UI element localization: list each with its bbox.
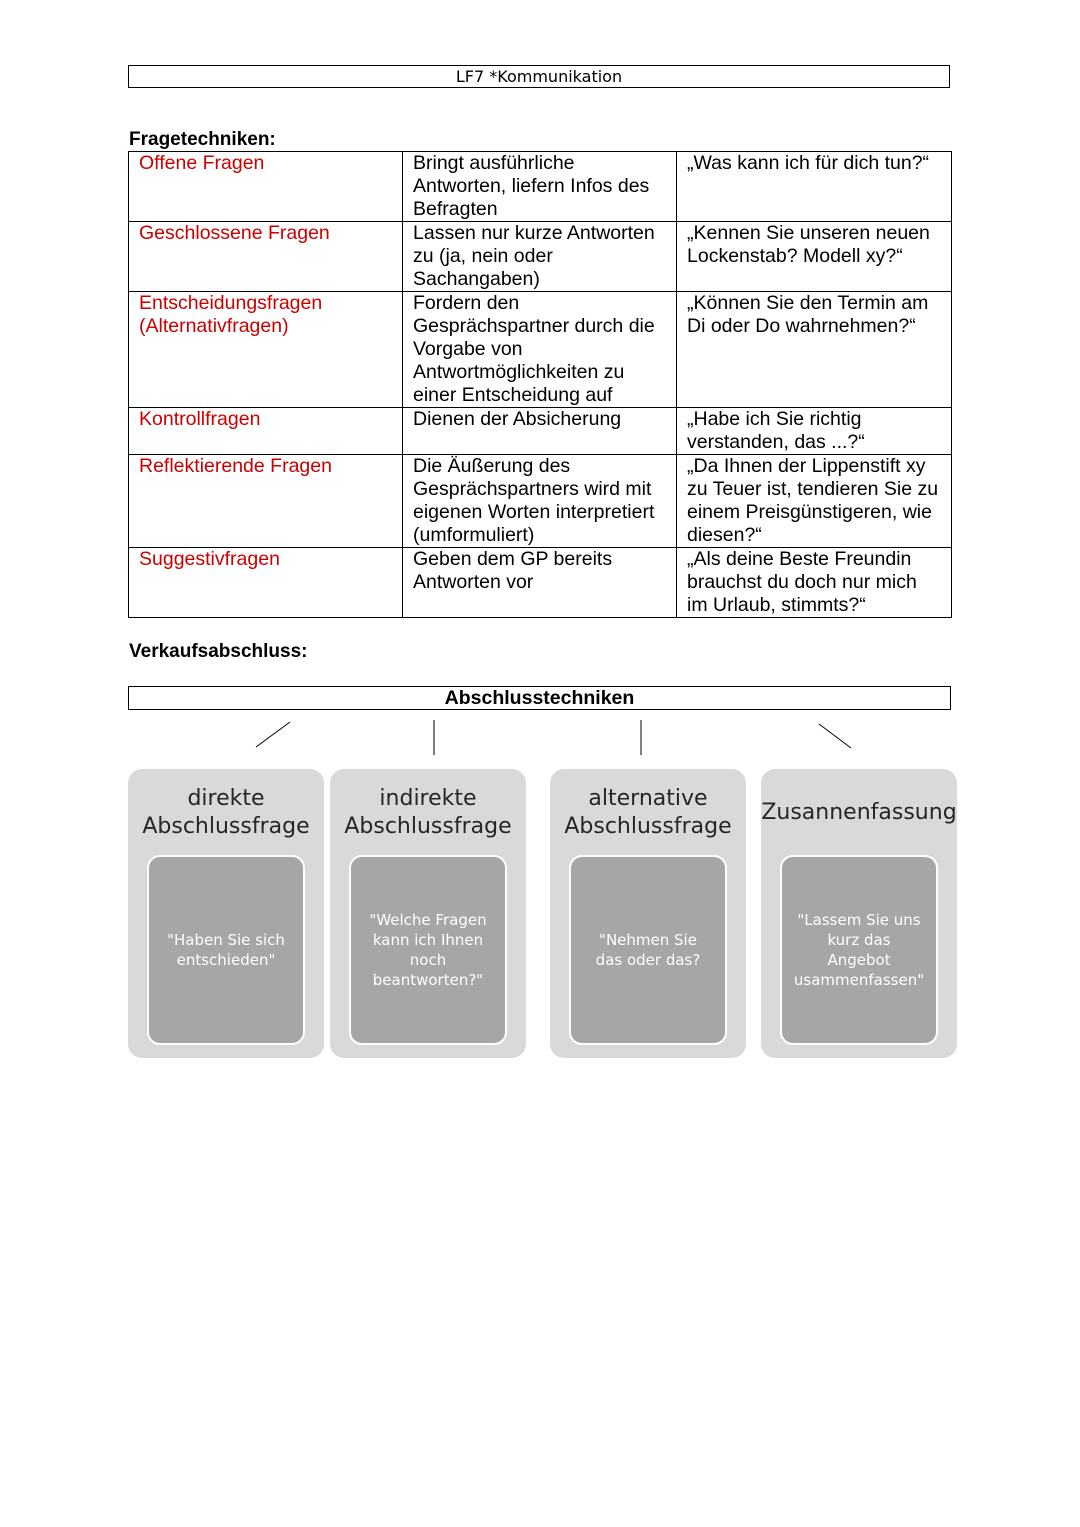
question-example: „Als deine Beste Freundin brauchst du doch nur mich im Urlaub, stimmts?“ <box>677 548 952 618</box>
question-type: Offene Fragen <box>129 152 403 222</box>
closing-technique-card <box>761 769 957 1058</box>
question-type: Kontrollfragen <box>129 408 403 455</box>
question-description: Fordern den Gesprächspartner durch die Vorgabe von Antwortmöglichkeiten zu einer Entscheidung auf <box>403 292 677 408</box>
card-title: Zusannenfassung <box>761 800 957 825</box>
closing-technique-card <box>330 769 526 1058</box>
question-description: Bringt ausführliche Antworten, liefern Infos des Befragten <box>403 152 677 222</box>
card-title: alternative Abschlussfrage <box>564 786 732 839</box>
card-title: indirekte Abschlussfrage <box>344 786 512 839</box>
table-row <box>129 408 952 455</box>
table-row <box>129 152 952 222</box>
question-example: „Was kann ich für dich tun?“ <box>677 152 952 222</box>
question-description: Dienen der Absicherung <box>403 408 677 455</box>
question-type: Entscheidungsfragen (Alternativfragen) <box>129 292 403 408</box>
fragetechniken-heading: Fragetechniken: <box>129 129 276 150</box>
card-example: "Nehmen Sie das oder das? <box>569 855 727 1045</box>
question-example: „Habe ich Sie richtig verstanden, das ...?“ <box>677 408 952 455</box>
verkaufsabschluss-heading: Verkaufsabschluss: <box>129 641 308 662</box>
connector-line <box>256 722 290 747</box>
question-description: Geben dem GP bereits Antworten vor <box>403 548 677 618</box>
table-row <box>129 222 952 292</box>
question-example: „Können Sie den Termin am Di oder Do wahrnehmen?“ <box>677 292 952 408</box>
question-type: Reflektierende Fragen <box>129 455 403 548</box>
fragetechniken-table <box>128 151 952 618</box>
abschlusstechniken-box: Abschlusstechniken <box>128 686 951 710</box>
table-row <box>129 548 952 618</box>
closing-technique-card <box>128 769 324 1058</box>
connector-line <box>819 724 851 748</box>
table-row <box>129 455 952 548</box>
question-type: Suggestivfragen <box>129 548 403 618</box>
card-title: direkte Abschlussfrage <box>142 786 310 839</box>
question-example: „Kennen Sie unseren neuen Lockenstab? Modell xy?“ <box>677 222 952 292</box>
closing-technique-card <box>550 769 746 1058</box>
card-example: "Welche Fragen kann ich Ihnen noch beantworten?" <box>349 855 507 1045</box>
document-header: LF7 *Kommunikation <box>128 65 950 88</box>
question-example: „Da Ihnen der Lippenstift xy zu Teuer ist, tendieren Sie zu einem Preisgünstigeren, wie diesen?“ <box>677 455 952 548</box>
question-description: Die Äußerung des Gesprächspartners wird mit eigenen Worten interpretiert (umformuliert) <box>403 455 677 548</box>
question-description: Lassen nur kurze Antworten zu (ja, nein oder Sachangaben) <box>403 222 677 292</box>
table-row <box>129 292 952 408</box>
card-example: "Lassem Sie uns kurz das Angebot usammenfassen" <box>780 855 938 1045</box>
card-example: "Haben Sie sich entschieden" <box>147 855 305 1045</box>
question-type: Geschlossene Fragen <box>129 222 403 292</box>
